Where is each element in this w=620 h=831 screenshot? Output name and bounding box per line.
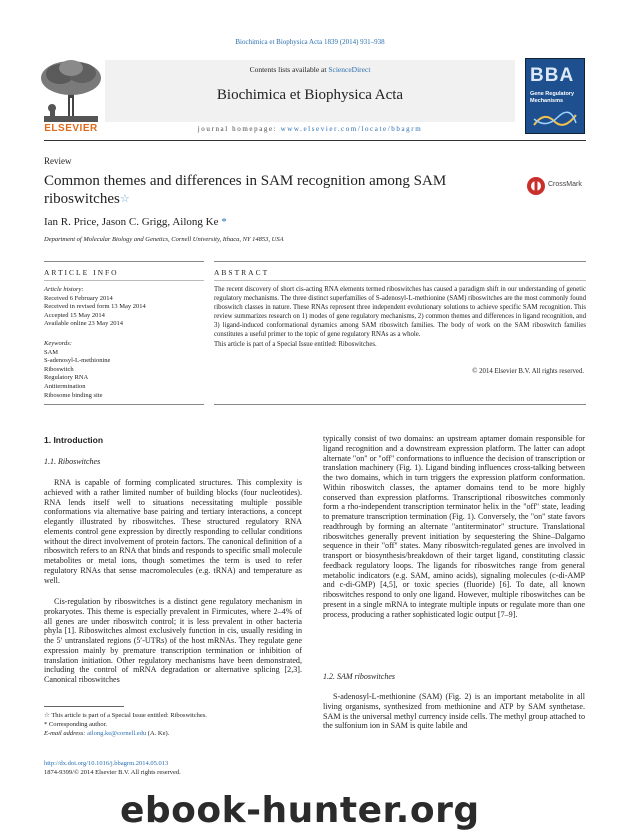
- header-rule: [44, 140, 586, 141]
- history-item: Received in revised form 13 May 2014: [44, 303, 146, 311]
- sciencedirect-link[interactable]: ScienceDirect: [328, 65, 371, 74]
- title-footnote-star[interactable]: ☆: [119, 193, 130, 205]
- email-label: E-mail address:: [44, 729, 88, 737]
- subsection-heading-riboswitches: 1.1. Riboswitches: [44, 457, 101, 466]
- history-label: Article history:: [44, 286, 84, 293]
- keyword-item: Regulatory RNA: [44, 374, 89, 382]
- contents-prefix: Contents lists available at: [249, 65, 329, 74]
- history-item: Accepted 15 May 2014: [44, 311, 105, 319]
- history-item: Received 6 February 2014: [44, 294, 113, 302]
- corresponding-author-star[interactable]: *: [221, 216, 227, 228]
- keywords-label: Keywords:: [44, 340, 72, 347]
- footnote-rule: [44, 706, 124, 707]
- affiliation: Department of Molecular Biology and Genetics, Cornell University, Ithaca, NY 14853, USA: [44, 236, 284, 243]
- abstract-bottom-rule: [214, 404, 586, 405]
- section-heading-introduction: 1. Introduction: [44, 435, 104, 445]
- footnote-corresponding: * Corresponding author.: [44, 720, 108, 728]
- publisher-name: ELSEVIER: [44, 123, 98, 134]
- article-info-heading: ARTICLE INFO: [44, 268, 119, 277]
- info-sub-rule: [44, 280, 204, 281]
- author-list: [44, 216, 227, 228]
- crossmark-label: CrossMark: [548, 181, 582, 188]
- issn-line: 1874-9399/© 2014 Elsevier B.V. All rights reserved.: [44, 768, 181, 776]
- paragraph: Cis-regulation by riboswitches is a distinct gene regulatory mechanism in prokaryotes. This theme is especially prevalent in Firmicutes, where 2–4% of all genes are under riboswitch control; it is less prevalent in other bacteria phyla [1]. Riboswitches almost exclusively function in cis, usually residing in the 5′ untranslated regions (5′-UTRs) of the host mRNAs. They regulate gene expression mainly by premature transcription termination or inhibition of translation initiation. Other regulatory mechanisms have been demonstrated, including the control of mRNA degradation or alternative splicing [2,3]. Canonical riboswitches: [44, 597, 302, 684]
- doi-block: [44, 760, 181, 777]
- footnotes: [44, 712, 302, 738]
- email-suffix: (A. Ke).: [146, 729, 170, 737]
- keyword-item: Ribosome binding site: [44, 391, 103, 399]
- keyword-item: Antitermination: [44, 382, 86, 390]
- journal-citation[interactable]: Biochimica et Biophysica Acta 1839 (2014) 931–938: [235, 38, 385, 46]
- contents-line: [105, 65, 515, 74]
- journal-cover: [525, 58, 585, 134]
- journal-homepage: [105, 125, 515, 133]
- abstract-heading: ABSTRACT: [214, 268, 270, 277]
- keyword-item: Riboswitch: [44, 365, 74, 373]
- article-title-text: Common themes and differences in SAM recognition among SAM riboswitches: [44, 173, 447, 207]
- cover-subtitle: Gene Regulatory Mechanisms: [530, 91, 575, 104]
- keyword-item: SAM: [44, 348, 59, 356]
- cover-title: BBA: [530, 65, 575, 86]
- paragraph: S-adenosyl-L-methionine (SAM) (Fig. 2) is an important metabolite in all living organisms, synthesized from methionine and ATP by SAM synthetase. SAM is the universal methyl currency inside cells. The methyl group attached to the sulfonium ion in SAM is quite labile and: [323, 692, 585, 731]
- footnote-special-issue: ☆ This article is part of a Special Issue entitled: Riboswitches.: [44, 712, 207, 719]
- footnote-email: [44, 730, 302, 739]
- paragraph: RNA is capable of forming complicated structures. This complexity is achieved with a rather limited number of building blocks (four nucleotides). RNA lends itself well to situations necessitating multiple possible conformations via alternative base pairing and tertiary interactions, a concept elegantly illustrated by riboswitches. These structured regulatory RNA elements control gene expression by directly responding to cellular conditions without the direct involvement of protein factors. The canonical definition of a riboswitch refers to an RNA that binds and responds to specific small molecule metabolites or metal ions, though sometimes the term is used to refer regulatory RNAs that sense macromolecules (e.g. tRNA) and temperature as well.: [44, 478, 302, 585]
- abstract-top-rule: [214, 261, 586, 262]
- homepage-link[interactable]: www.elsevier.com/locate/bbagrm: [280, 125, 423, 133]
- article-type: Review: [44, 156, 72, 166]
- crossmark-badge[interactable]: [526, 176, 586, 196]
- email-link[interactable]: ailong.ke@cornell.edu: [87, 729, 147, 737]
- abstract-special-issue: This article is part of a Special Issue entitled: Riboswitches.: [214, 340, 377, 348]
- info-bottom-rule: [44, 404, 204, 405]
- homepage-prefix: journal homepage:: [197, 125, 281, 133]
- article-history: [44, 286, 204, 329]
- article-title: [44, 172, 464, 208]
- paragraph: typically consist of two domains: an upstream aptamer domain responsible for ligand recognition and a downstream expression platform. The latter can adopt alternate "on" or "off" conformations to influence the decision of transcription or translation machinery (Fig. 1). Ligand binding influences cross-talking between the two domains, which in turn triggers the expression platform conformation. Within riboswitch classes, the aptamer domains tend to be more highly conserved than expression platforms. Transcriptional riboswitches commonly form a rho-independent transcription terminator helix in the "off" state, leading to premature transcription termination (Fig. 1). Conversely, the "on" state favors readthrough by forming an alternate "antiterminator" structure. Translational riboswitches generally prevent initiation by sequestering the Shine–Dalgarno sequence in their "off" states. Many riboswitch-regulated genes are involved in transport or biosynthesis/breakdown of their target ligand, constituting classic feedback regulatory loops. The ligands for riboswitches range from general metabolic indicators (e.g. SAM, amino acids), signaling molecules (c-di-AMP and c-di-GMP) [4,5], or toxic species (fluoride) [6]. To date, all known riboswitches respond to only one ligand. However, multiple riboswitches can be present in a single mRNA to integrate multiple inputs or regulate more than one process, producing a rather sophisticated logic output [7–9].: [323, 434, 585, 619]
- abstract-body: [214, 285, 586, 349]
- doi-link[interactable]: http://dx.doi.org/10.1016/j.bbagrm.2014.05.013: [44, 760, 169, 767]
- abstract-text: The recent discovery of short cis-acting RNA elements termed riboswitches has caused a paradigm shift in our understanding of genetic regulatory mechanisms. The three distinct superfamilies of S-adenosyl-L-methionine (SAM) riboswitches are the most commonly found riboswitch classes in nature. These RNAs represent three independent evolutionary solutions to achieve specific SAM recognition. This review summarizes research on 1) modes of gene regulatory mechanisms, 2) common themes and differences in ligand recognition, and 3) ligand-induced conformational dynamics among SAM riboswitch families. The body of work on the SAM riboswitch families constitutes a useful primer to the topic of gene regulatory RNAs as a whole.: [214, 286, 586, 339]
- history-item: Available online 23 May 2014: [44, 320, 123, 328]
- crossmark-icon: [526, 176, 546, 196]
- subsection-heading-sam-riboswitches: 1.2. SAM riboswitches: [323, 672, 395, 681]
- keywords-block: [44, 340, 204, 400]
- cover-art-icon: [532, 109, 578, 129]
- abstract-copyright: © 2014 Elsevier B.V. All rights reserved.: [472, 368, 584, 375]
- abstract-sub-rule: [214, 280, 586, 281]
- authors-text: Ian R. Price, Jason C. Grigg, Ailong Ke: [44, 216, 219, 228]
- info-top-rule: [44, 261, 204, 262]
- watermark: ebook-hunter.org: [120, 790, 480, 831]
- journal-name: Biochimica et Biophysica Acta: [216, 87, 404, 103]
- elsevier-tree-logo: [36, 58, 106, 124]
- keyword-item: S-adenosyl-L-methionine: [44, 357, 111, 365]
